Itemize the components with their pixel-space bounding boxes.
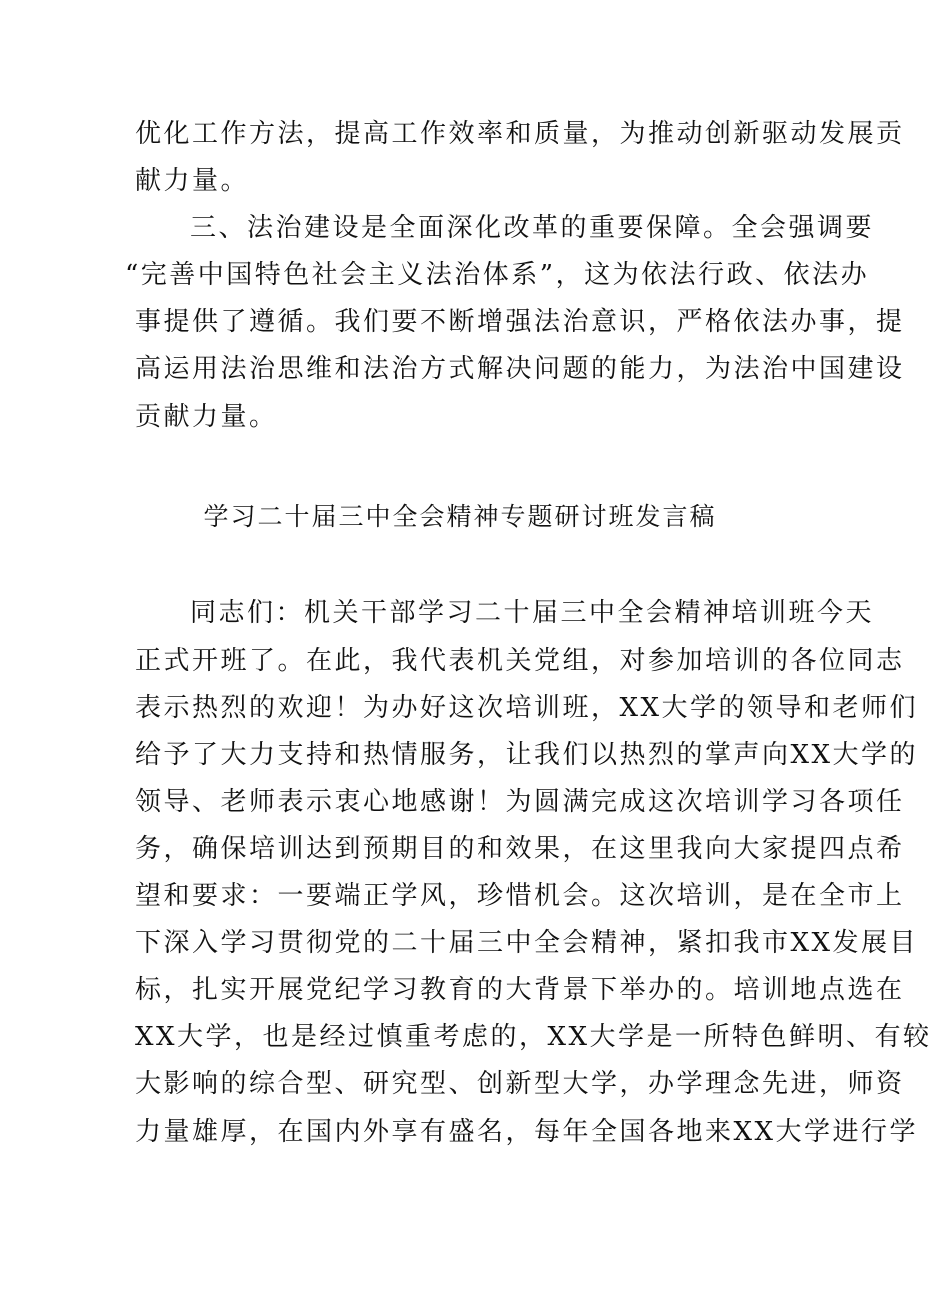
text-line: 表示热烈的欢迎！为办好这次培训班，XX大学的领导和老师们 bbox=[135, 693, 919, 723]
text-line: 大影响的综合型、研究型、创新型大学，办学理念先进，师资 bbox=[135, 1069, 905, 1099]
text-line: 望和要求：一要端正学风，珍惜机会。这次培训，是在全市上 bbox=[135, 881, 905, 911]
text-line: 领导、老师表示衷心地感谢！为圆满完成这次培训学习各项任 bbox=[135, 787, 905, 817]
paragraph-three-first-line: 三、法治建设是全面深化改革的重要保障。全会强调要 bbox=[190, 213, 875, 243]
text-line: “完善中国特色社会主义法治体系”，这为依法行政、依法办 bbox=[125, 260, 870, 290]
text-line: XX大学，也是经过慎重考虑的，XX大学是一所特色鲜明、有较 bbox=[135, 1022, 932, 1052]
speech-first-line: 同志们：机关干部学习二十届三中全会精神培训班今天 bbox=[190, 598, 875, 628]
text-line: 务，确保培训达到预期目的和效果，在这里我向大家提四点希 bbox=[135, 834, 905, 864]
text-line: 标，扎实开展党纪学习教育的大背景下举办的。培训地点选在 bbox=[135, 975, 905, 1005]
text-line: 献力量。 bbox=[135, 166, 250, 196]
text-line: 贡献力量。 bbox=[135, 402, 278, 432]
text-line: 给予了大力支持和热情服务，让我们以热烈的掌声向XX大学的 bbox=[135, 740, 919, 770]
text-line: 高运用法治思维和法治方式解决问题的能力，为法治中国建设 bbox=[135, 354, 905, 384]
text-line: 正式开班了。在此，我代表机关党组，对参加培训的各位同志 bbox=[135, 646, 905, 676]
text-line: 下深入学习贯彻党的二十届三中全会精神，紧扣我市XX发展目 bbox=[135, 928, 919, 958]
document-title: 学习二十届三中全会精神专题研讨班发言稿 bbox=[203, 502, 717, 531]
text-line: 优化工作方法，提高工作效率和质量，为推动创新驱动发展贡 bbox=[135, 119, 905, 149]
text-line: 力量雄厚，在国内外享有盛名，每年全国各地来XX大学进行学 bbox=[135, 1117, 919, 1147]
text-line: 事提供了遵循。我们要不断增强法治意识，严格依法办事，提 bbox=[135, 307, 905, 337]
